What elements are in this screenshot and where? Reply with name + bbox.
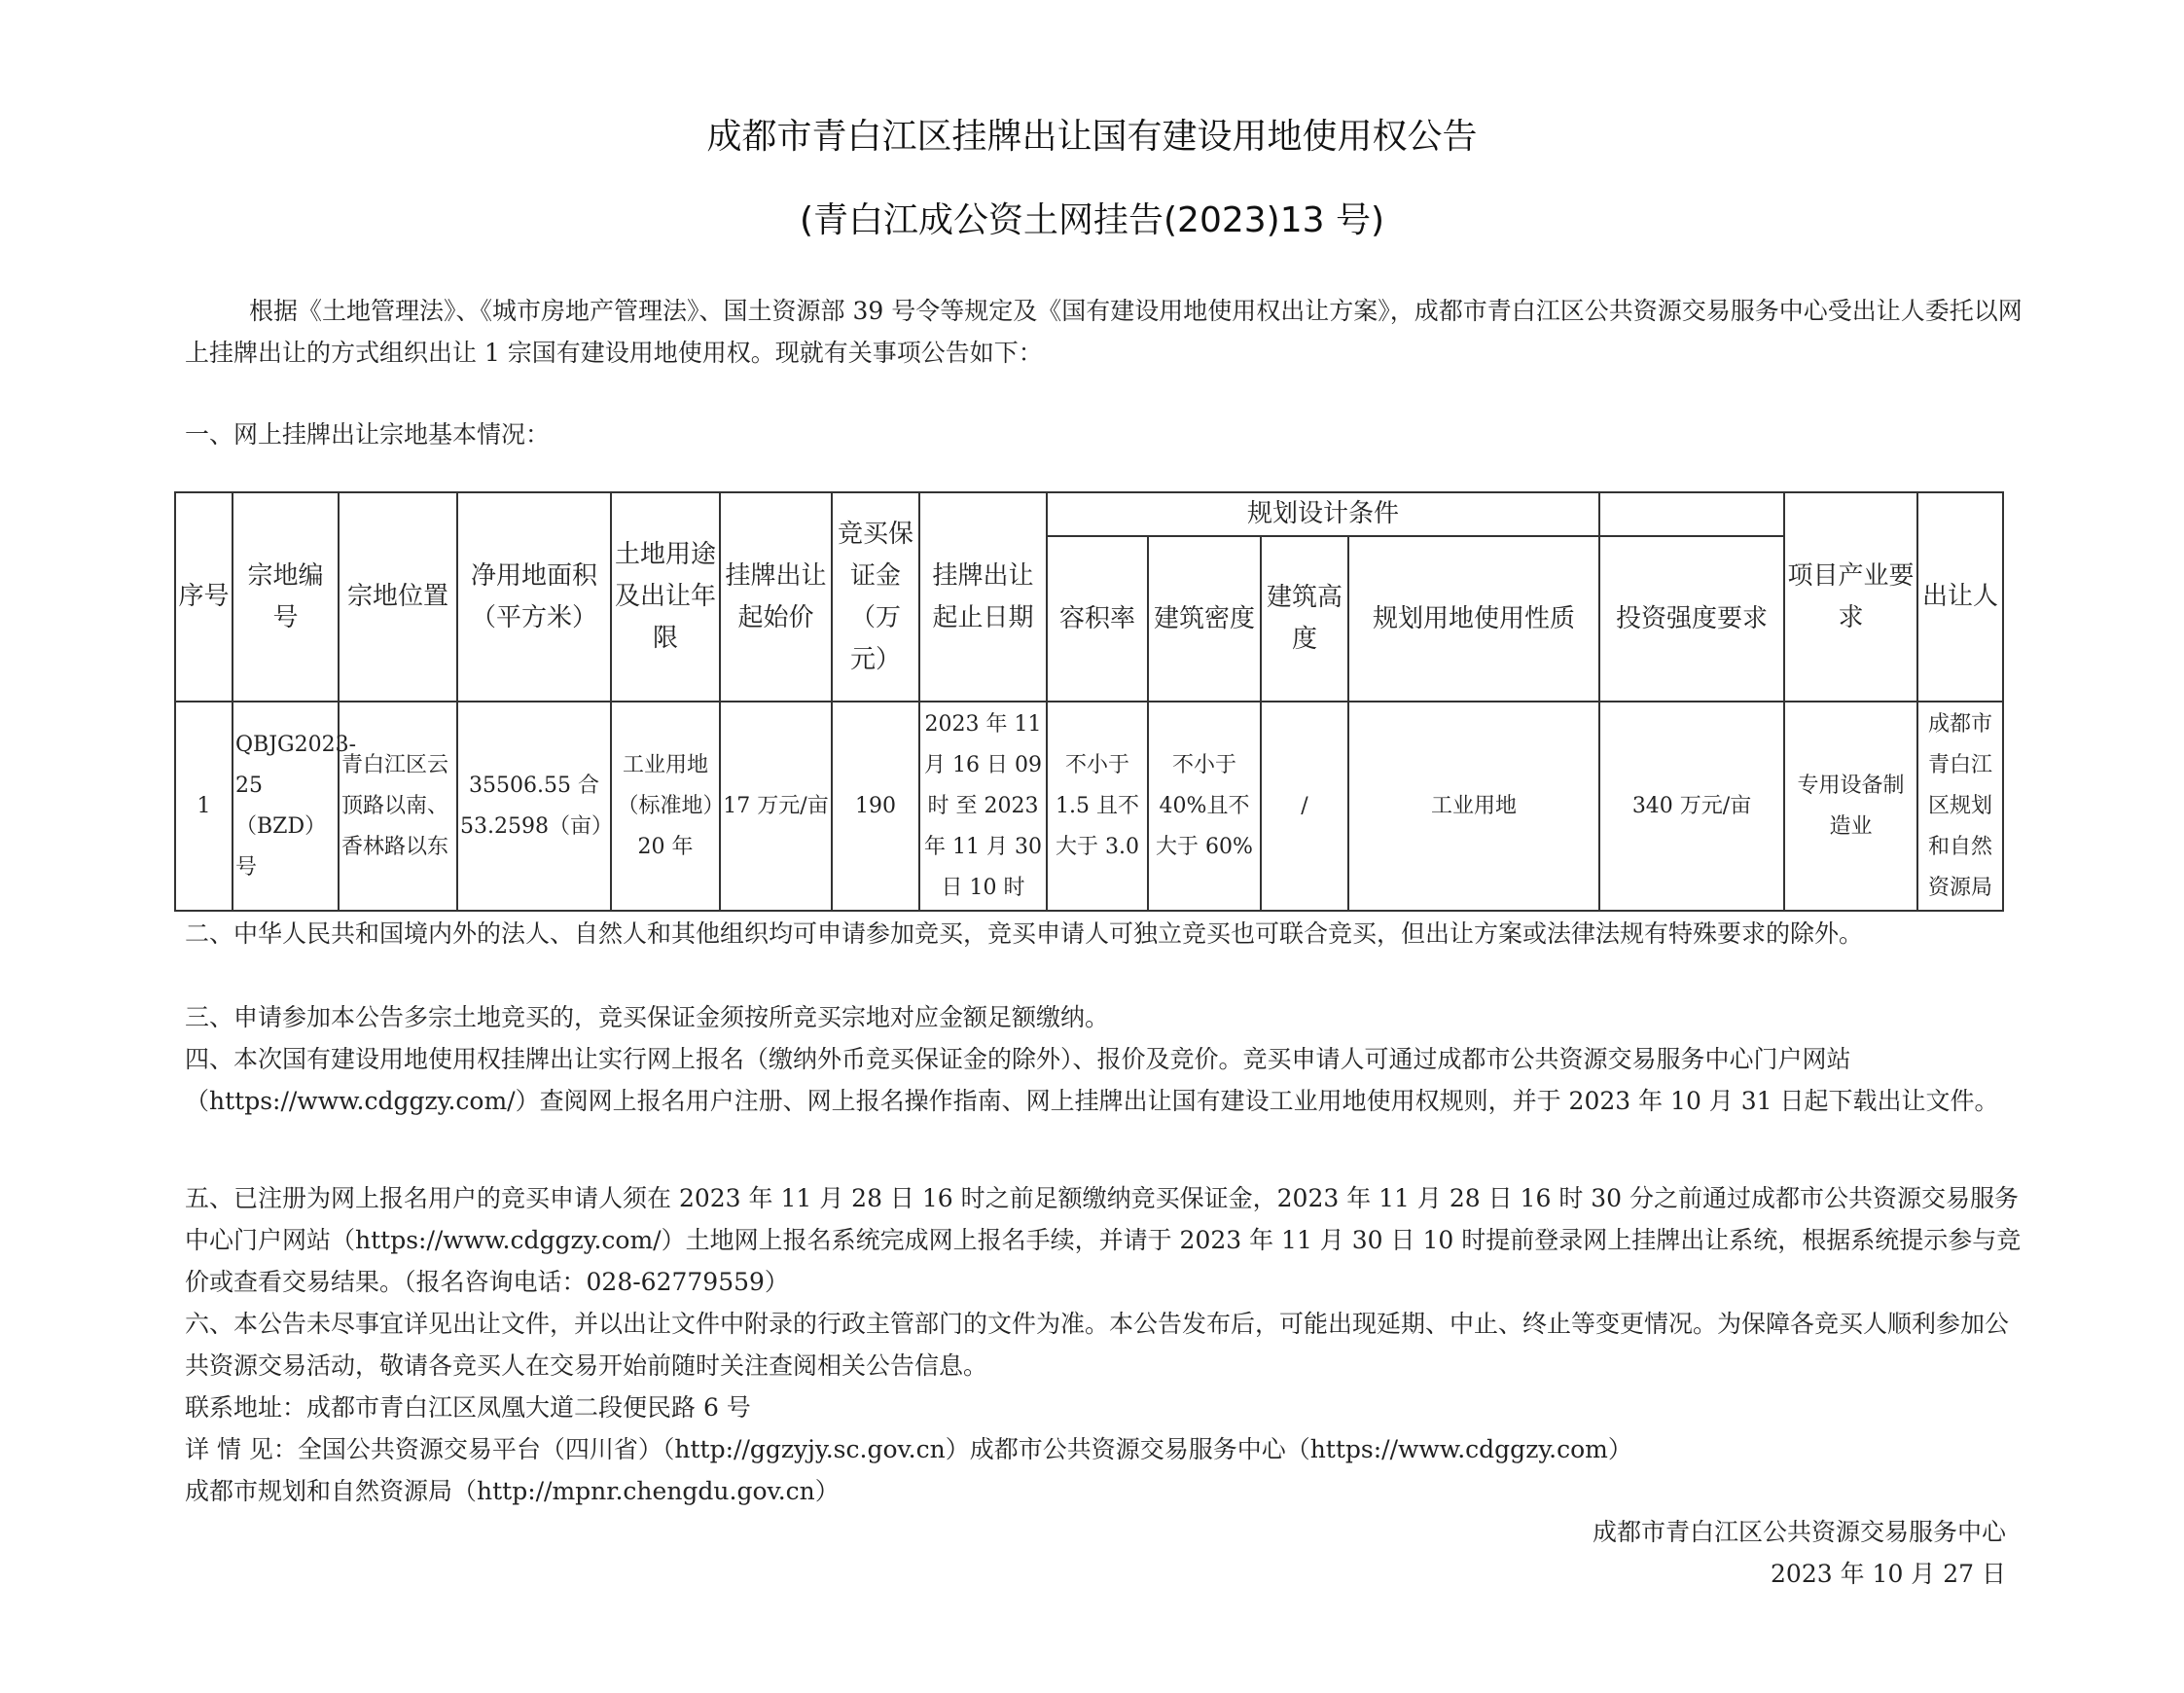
header-industry: 项目产业要求 [1784,492,1917,702]
cell-height: / [1261,702,1348,911]
cell-seq: 1 [175,702,233,911]
header-planning-group: 规划设计条件 [1047,492,1599,536]
cell-dates: 2023 年 11 月 16 日 09 时 至 2023 年 11 月 30 日 10 时 [919,702,1047,911]
item-2-paragraph: 二、中华人民共和国境内外的法人、自然人和其他组织均可申请参加竞买，竞买申请人可独立竞买也可联合竞买，但出让方案或法律法规有特殊要求的除外。 [185,919,1864,948]
table-row [175,702,2003,911]
header-location: 宗地位置 [339,492,457,702]
header-far: 容积率 [1047,536,1148,702]
cell-deposit: 190 [832,702,919,911]
header-area: 净用地面积（平方米） [457,492,611,702]
header-start-price: 挂牌出让起始价 [720,492,832,702]
details-links-2: 成都市规划和自然资源局（http://mpnr.chengdu.gov.cn） [185,1477,840,1505]
header-planning-use: 规划用地使用性质 [1348,536,1599,702]
item-6-paragraph: 六、本公告未尽事宜详见出让文件，并以出让文件中附录的行政主管部门的文件为准。本公告发布后，可能出现延期、中止、终止等变更情况。为保障各竞买人顺利参加公共资源交易活动，敬请各竞买人在交易开始前随时关注查阅相关公告信息。 [185,1310,2010,1380]
contact-address: 联系地址：成都市青白江区凤凰大道二段便民路 6 号 [185,1393,751,1422]
cell-investment: 340 万元/亩 [1599,702,1784,911]
header-dates: 挂牌出让起止日期 [919,492,1047,702]
details-links: 详 情 见：全国公共资源交易平台（四川省）（http://ggzyjy.sc.gov.cn）成都市公共资源交易服务中心（https://www.cdggzy.com） [185,1435,1632,1463]
signer-name: 成都市青白江区公共资源交易服务中心 [1592,1518,2006,1546]
header-density: 建筑密度 [1148,536,1261,702]
item-5-paragraph: 五、已注册为网上报名用户的竞买申请人须在 2023 年 11 月 28 日 16 时之前足额缴纳竞买保证金，2023 年 11 月 28 日 16 时 30 分之前通过成都市公共资源交易服务中心门户网站（https://www.cdggzy.com/）土地网上报名系统完成网上报名手续，并请于 2023 年 11 月 30 日 10 时提前登录网上挂牌出让系统，根据系统提示参与竞价或查看交易结果。（报名咨询电话：028-62779559） [185,1184,2022,1296]
document-subtitle: (青白江成公资土网挂告(2023)13 号) [799,200,1385,240]
document-title: 成都市青白江区挂牌出让国有建设用地使用权公告 [706,117,1478,157]
header-deposit: 竞买保证金（万元） [832,492,919,702]
intro-paragraph: 根据《土地管理法》、《城市房地产管理法》、国土资源部 39 号令等规定及《国有建设用地使用权出让方案》，成都市青白江区公共资源交易服务中心受出让人委托以网上挂牌出让的方式组织出让 1 宗国有建设用地使用权。现就有关事项公告如下： [185,297,2023,367]
header-land-use: 土地用途及出让年限 [611,492,720,702]
header-parcel-no: 宗地编号 [233,492,339,702]
item-3-paragraph: 三、申请参加本公告多宗土地竞买的，竞买保证金须按所竞买宗地对应金额足额缴纳。 [185,1003,1110,1031]
header-blank-cell [1599,492,1784,536]
cell-far: 不小于 1.5 且不大于 3.0 [1047,702,1148,911]
cell-industry: 专用设备制造业 [1784,702,1917,911]
cell-area: 35506.55 合 53.2598（亩） [457,702,611,911]
header-investment: 投资强度要求 [1599,536,1784,702]
cell-parcel-no: QBJG2023-25（BZD）号 [233,702,339,911]
header-height: 建筑高度 [1261,536,1348,702]
cell-transferor: 成都市青白江区规划和自然资源局 [1917,702,2003,911]
land-parcel-table [174,491,2004,912]
item-4-paragraph: 四、本次国有建设用地使用权挂牌出让实行网上报名（缴纳外币竞买保证金的除外）、报价及竞价。竞买申请人可通过成都市公共资源交易服务中心门户网站（https://www.cdggzy.com/）查阅网上报名用户注册、网上报名操作指南、网上挂牌出让国有建设工业用地使用权规则，并于 2023 年 10 月 31 日起下载出让文件。 [185,1045,1999,1115]
signature-date: 2023 年 10 月 27 日 [1771,1560,2006,1588]
header-transferor: 出让人 [1917,492,2003,702]
header-seq: 序号 [175,492,233,702]
section1-heading: 一、网上挂牌出让宗地基本情况： [185,420,551,449]
cell-density: 不小于 40%且不大于 60% [1148,702,1261,911]
cell-land-use: 工业用地（标准地）20 年 [611,702,720,911]
cell-location: 青白江区云顶路以南、香林路以东 [339,702,457,911]
cell-planning-use: 工业用地 [1348,702,1599,911]
cell-start-price: 17 万元/亩 [720,702,832,911]
